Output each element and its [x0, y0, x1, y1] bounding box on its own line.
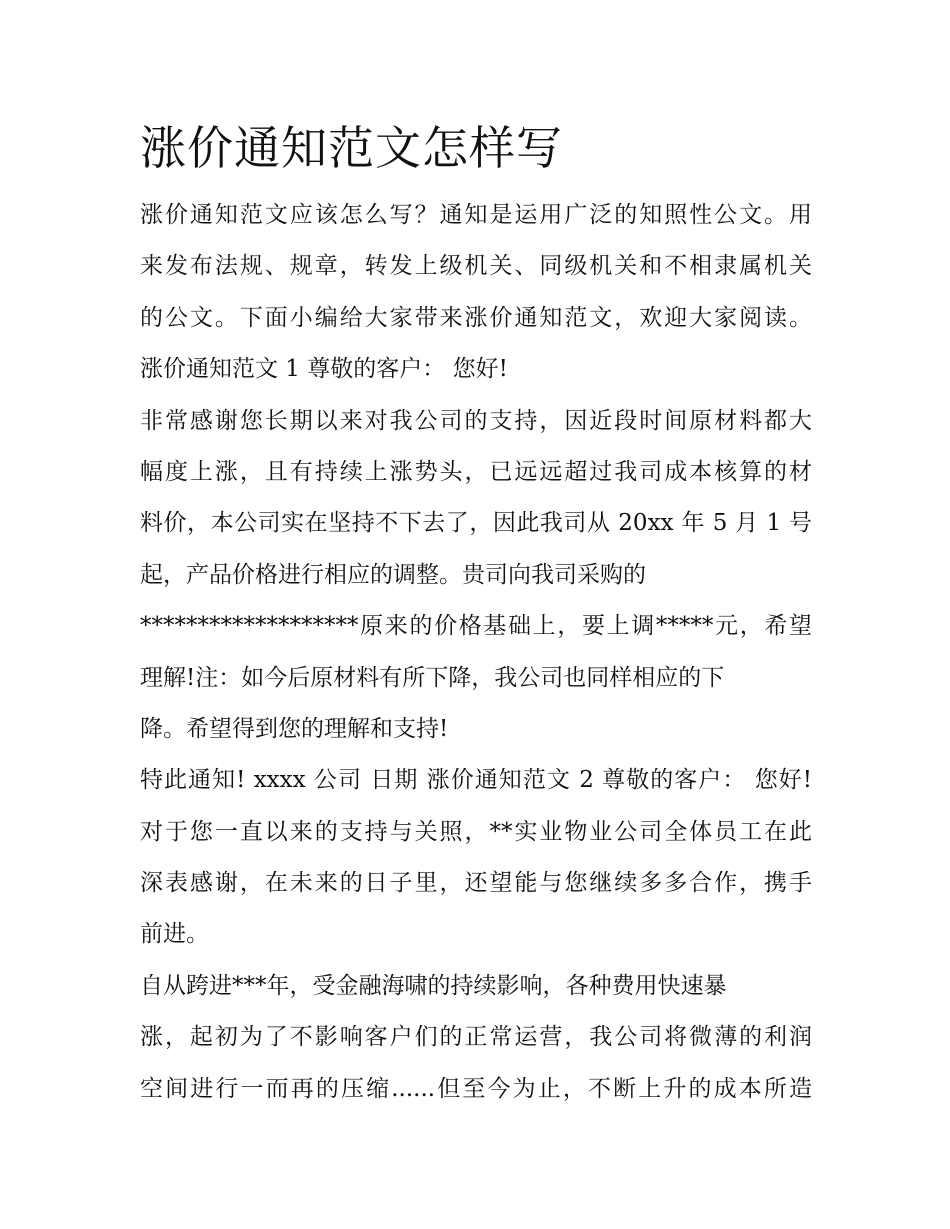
body-line-4: 涨价通知范文 1 尊敬的客户： 您好!: [140, 356, 508, 383]
body-line-11: 降。希望得到您的理解和支持!: [140, 715, 449, 742]
body-line-1: 涨价通知范文应该怎么写？通知是运用广泛的知照性公文。用: [140, 202, 812, 228]
body-line-14: 深表感谢，在未来的日子里，还望能与您继续多多合作，携手: [140, 870, 812, 897]
body-line-9: *******************原来的价格基础上，要上调*****元，希望: [140, 613, 812, 640]
document-page: [140, 110, 812, 1115]
body-line-12: 特此通知! xxxx 公司 日期 涨价通知范文 2 尊敬的客户： 您好!: [140, 767, 812, 794]
document-title: 涨价通知范文怎样写: [140, 121, 563, 175]
body-line-7: 料价，本公司实在坚持不下去了，因此我司从 20xx 年 5 月 1 号: [140, 510, 812, 537]
body-line-6: 幅度上涨，且有持续上涨势头，已远远超过我司成本核算的材: [140, 458, 812, 485]
body-line-2: 来发布法规、规章，转发上级机关、同级机关和不相隶属机关: [140, 253, 812, 280]
body-line-5: 非常感谢您长期以来对我公司的支持，因近段时间原材料都大: [140, 407, 812, 434]
body-line-18: 空间进行一而再的压缩......但至今为止，不断上升的成本所造: [140, 1075, 812, 1102]
body-line-15: 前进。: [140, 921, 209, 948]
body-line-3: 的公文。下面小编给大家带来涨价通知范文，欢迎大家阅读。: [140, 304, 812, 331]
body-line-8: 起，产品价格进行相应的调整。贵司向我司采购的: [140, 561, 646, 588]
body-line-17: 涨，起初为了不影响客户们的正常运营，我公司将微薄的利润: [140, 1024, 812, 1051]
body-line-13: 对于您一直以来的支持与关照，**实业物业公司全体员工在此: [140, 818, 812, 845]
body-line-16: 自从跨进***年，受金融海啸的持续影响，各种费用快速暴: [140, 972, 727, 999]
body-line-10: 理解!注：如今后原材料有所下降，我公司也同样相应的下: [140, 664, 725, 691]
